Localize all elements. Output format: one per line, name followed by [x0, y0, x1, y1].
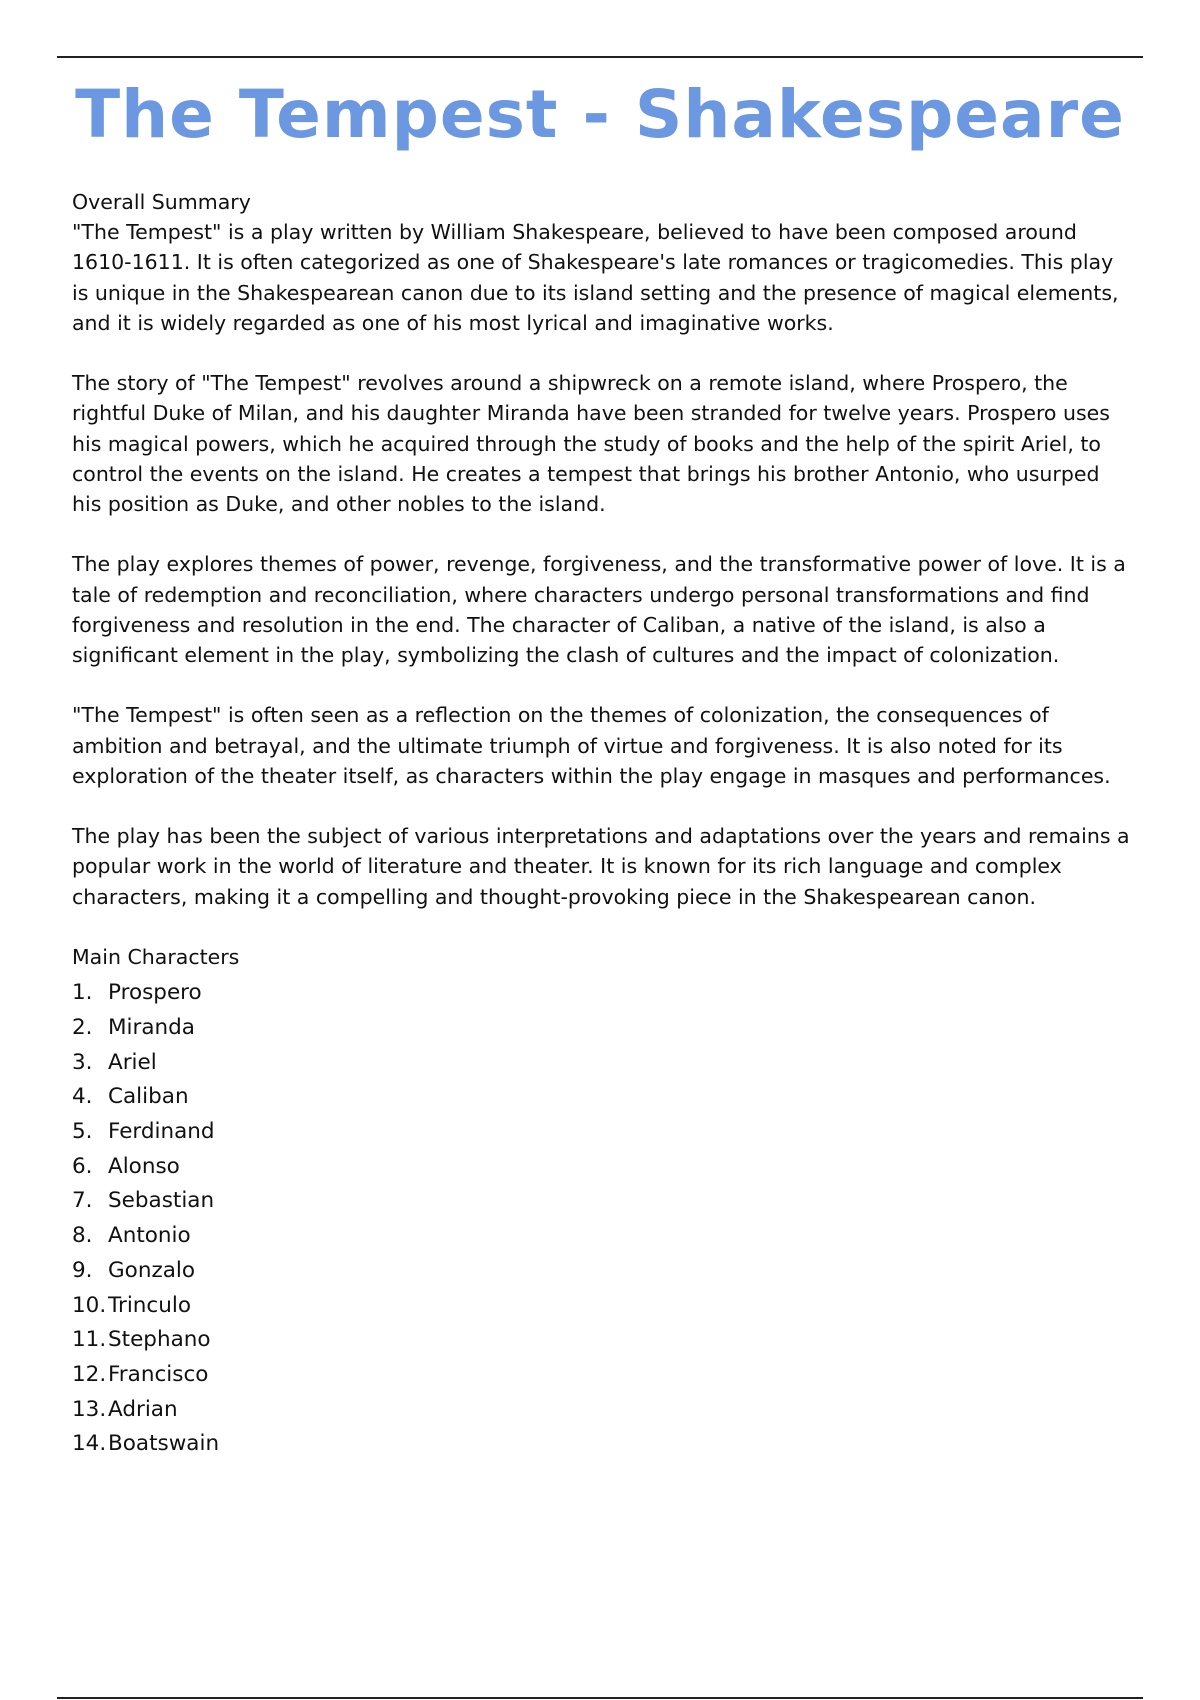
character-number: 5. — [72, 1119, 93, 1145]
character-item — [72, 1046, 1134, 1081]
character-item — [72, 976, 1134, 1011]
character-number: 3. — [72, 1049, 93, 1075]
character-item — [72, 1080, 1134, 1115]
summary-paragraph-2: The story of "The Tempest" revolves around a shipwreck on a remote island, where Prospero, the rightful Duke of Milan, and his daughter Miranda have been stranded for twelve years. Prospero uses his magical powers, which he acquired through the study of books and the help of the spirit Ariel, to control the events on the island. He creates a tempest that brings his brother Antonio, who usurped his position as Duke, and other nobles to the island. — [72, 371, 1110, 517]
character-number: 8. — [72, 1223, 93, 1249]
character-name: Francisco — [108, 1361, 209, 1387]
characters-list — [72, 976, 1134, 1462]
character-item — [72, 1184, 1134, 1219]
character-number: 6. — [72, 1153, 93, 1179]
character-item — [72, 1150, 1134, 1185]
character-name: Caliban — [108, 1084, 189, 1110]
character-name: Stephano — [108, 1327, 211, 1353]
character-item — [72, 1393, 1134, 1428]
bottom-rule — [57, 1697, 1143, 1699]
character-name: Gonzalo — [108, 1257, 196, 1283]
summary-paragraph-3: The play explores themes of power, revenge, forgiveness, and the transformative power of love. It is a tale of redemption and reconciliation, where characters undergo personal transformations and find forgiveness and resolution in the end. The character of Caliban, a native of the island, is also a significant element in the play, symbolizing the clash of cultures and the impact of colonization. — [72, 552, 1126, 668]
character-item — [72, 1323, 1134, 1358]
character-item — [72, 1219, 1134, 1254]
character-number: 1. — [72, 980, 93, 1006]
character-number: 10. — [72, 1292, 107, 1318]
character-name: Antonio — [108, 1223, 191, 1249]
character-number: 14. — [72, 1431, 107, 1457]
character-name: Alonso — [108, 1153, 180, 1179]
summary-paragraph-5: The play has been the subject of various interpretations and adaptations over the years and remains a popular work in the world of literature and theater. It is known for its rich language and complex characters, making it a compelling and thought-provoking piece in the Shakespearean canon. — [72, 824, 1130, 909]
character-item — [72, 1011, 1134, 1046]
summary-heading: Overall Summary — [72, 190, 251, 214]
character-name: Prospero — [108, 980, 202, 1006]
character-number: 4. — [72, 1084, 93, 1110]
top-rule — [57, 56, 1143, 58]
page-title: The Tempest - Shakespeare — [75, 76, 1125, 153]
characters-heading: Main Characters — [72, 945, 240, 969]
character-name: Sebastian — [108, 1188, 215, 1214]
character-item — [72, 1115, 1134, 1150]
character-number: 12. — [72, 1361, 107, 1387]
character-number: 13. — [72, 1396, 107, 1422]
character-item — [72, 1289, 1134, 1324]
character-item — [72, 1358, 1134, 1393]
character-name: Ariel — [108, 1049, 157, 1075]
character-number: 2. — [72, 1014, 93, 1040]
summary-paragraph-4: "The Tempest" is often seen as a reflection on the themes of colonization, the consequences of ambition and betrayal, and the ultimate triumph of virtue and forgiveness. It is also noted for its exploration of the theater itself, as characters within the play engage in masques and performances. — [72, 703, 1111, 788]
character-name: Trinculo — [108, 1292, 191, 1318]
character-number: 9. — [72, 1257, 93, 1283]
character-number: 11. — [72, 1327, 107, 1353]
character-item — [72, 1254, 1134, 1289]
character-number: 7. — [72, 1188, 93, 1214]
character-name: Miranda — [108, 1014, 195, 1040]
character-name: Adrian — [108, 1396, 178, 1422]
summary-paragraph-1: "The Tempest" is a play written by William Shakespeare, believed to have been composed around 1610-1611. It is often categorized as one of Shakespeare's late romances or tragicomedies. This play is unique in the Shakespearean canon due to its island setting and the presence of magical elements, and it is widely regarded as one of his most lyrical and imaginative works. — [72, 220, 1119, 335]
character-name: Boatswain — [108, 1431, 220, 1457]
character-name: Ferdinand — [108, 1119, 215, 1145]
character-item — [72, 1427, 1134, 1462]
document-body — [72, 187, 1134, 1462]
